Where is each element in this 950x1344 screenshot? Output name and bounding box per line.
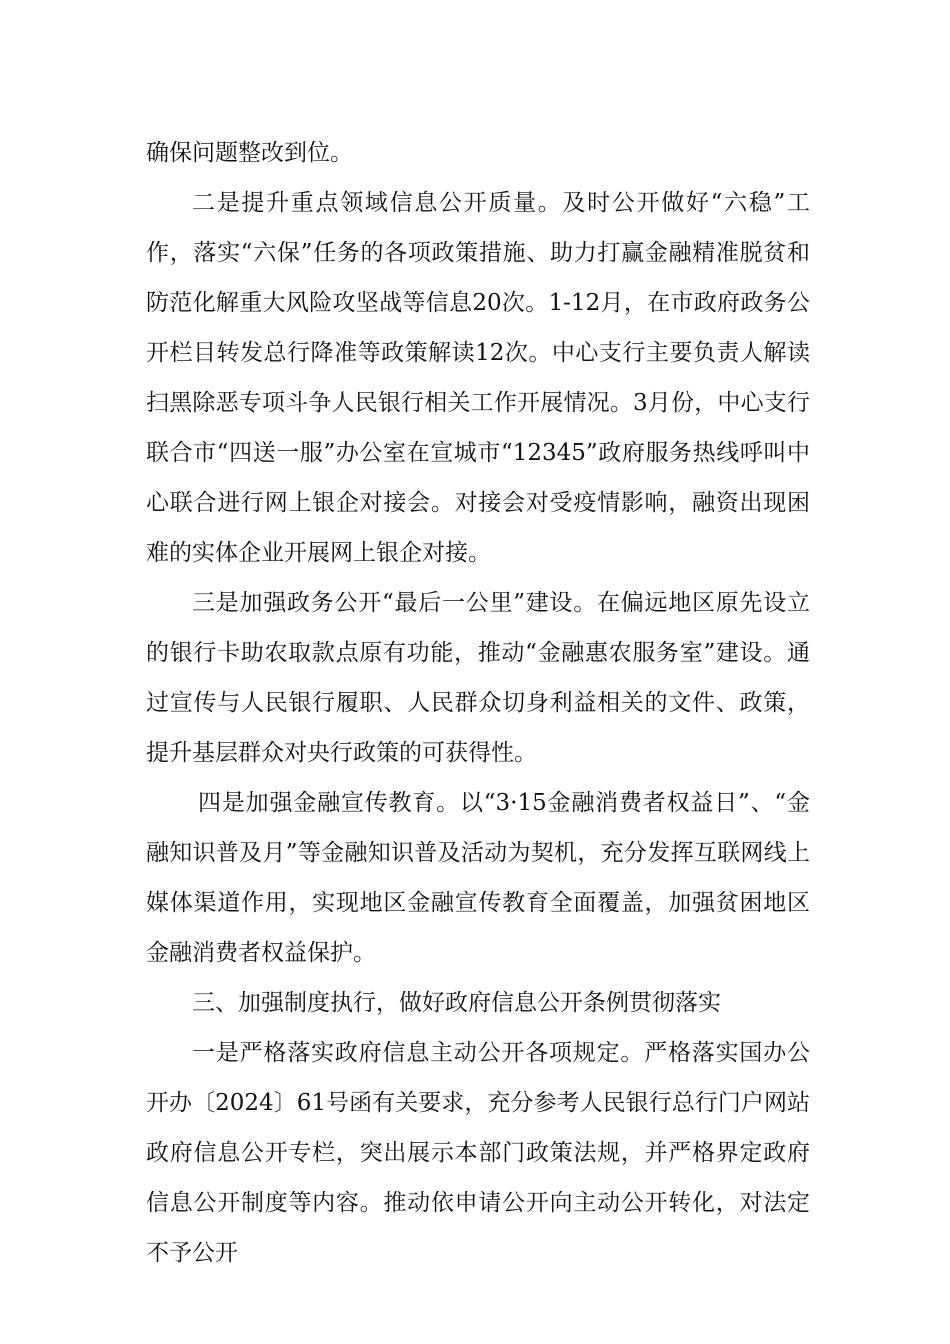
paragraph-active-disclosure: 一是严格落实政府信息主动公开各项规定。严格落实国办公开办〔2024〕61号函有关要求，充分参考人民银行总行门户网站政府信息公开专栏，突出展示本部门政策法规，并严格界定政府信息公开制度等内容。推动依申请公开向主动公开转化，对法定不予公开 bbox=[146, 1040, 810, 1266]
document-body bbox=[146, 128, 810, 1278]
paragraph-last-mile: 三是加强政务公开“最后一公里”建设。在偏远地区原先设立的银行卡助农取款点原有功能，推动“金融惠农服务室”建设。通过宣传与人民银行履职、人民群众切身利益相关的文件、政策，提升基层群众对央行政策的可获得性。 bbox=[146, 590, 810, 766]
section-heading-three: 三、加强制度执行，做好政府信息公开条例贯彻落实 bbox=[192, 990, 721, 1016]
paragraph-continuation: 确保问题整改到位。 bbox=[146, 140, 353, 166]
paragraph-key-areas: 二是提升重点领域信息公开质量。及时公开做好“六稳”工作，落实“六保”任务的各项政策措施、助力打赢金融精准脱贫和防范化解重大风险攻坚战等信息20次。1-12月，在市政府政务公开栏目转发总行降准等政策解读12次。中心支行主要负责人解读扫黑除恶专项斗争人民银行相关工作开展情况。3月份，中心支行联合市“四送一服”办公室在宣城市“12345”政府服务热线呼叫中心联合进行网上银企对接会。对接会对受疫情影响，融资出现困难的实体企业开展网上银企对接。 bbox=[146, 190, 810, 566]
paragraph-financial-education: 四是加强金融宣传教育。以“3·15金融消费者权益日”、“金融知识普及月”等金融知识普及活动为契机，充分发挥互联网线上媒体渠道作用，实现地区金融宣传教育全面覆盖，加强贫困地区金融消费者权益保护。 bbox=[146, 790, 810, 966]
